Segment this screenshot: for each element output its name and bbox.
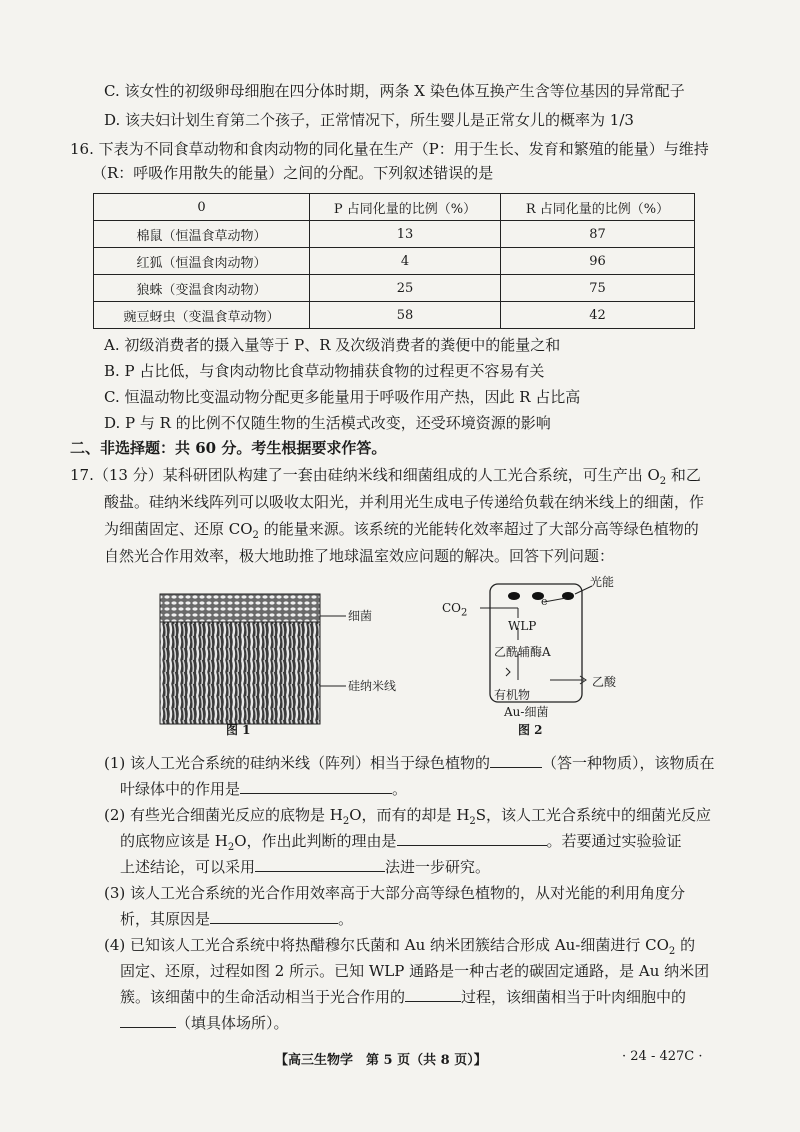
q17-part4-line1: (4) 已知该人工光合系统中将热醋穆尔氏菌和 Au 纳米团簇结合形成 Au-细菌进行 $CO_2$ 的 xyxy=(104,936,696,957)
q17-text: (1) 该人工光合系统的硅纳米线（阵列）相当于绿色植物的 xyxy=(104,754,491,772)
footer-code: · 24 - 427C · xyxy=(622,1049,703,1064)
answer-blank[interactable] xyxy=(397,831,547,846)
fig2-acetic-label: 乙酸 xyxy=(592,675,617,689)
footer-title: 【高三生物学 第 5 页（共 8 页）】 xyxy=(275,1053,487,1068)
q17-text: 叶绿体中的作用是 xyxy=(120,780,241,798)
table-cell: 96 xyxy=(501,248,695,275)
au-cluster-icon xyxy=(508,592,520,600)
q17-part4-line4 xyxy=(120,1013,289,1033)
q17-text: (2) 有些光合细菌光反应的底物是 H xyxy=(104,806,343,824)
table-cell: 58 xyxy=(310,302,501,329)
q16-stem-line1: 16. 下表为不同食草动物和食肉动物的同化量在生产（P：用于生长、发育和繁殖的能量）与维持 xyxy=(70,140,709,158)
table-cell: 13 xyxy=(310,221,501,248)
table-cell: 棉鼠（恒温食草动物） xyxy=(94,221,310,248)
fig2-caption: 图 2 xyxy=(518,723,543,737)
fig2-co2-label: $CO_2$ xyxy=(442,601,468,619)
fig1-label-bacteria: 细菌 xyxy=(348,609,373,623)
fig2-acetylcoa-label: 乙酰辅酶A xyxy=(494,645,551,659)
answer-blank[interactable] xyxy=(490,753,542,768)
table-header-row xyxy=(94,194,695,221)
bacteria-layer xyxy=(160,594,320,622)
table-cell: 豌豆蚜虫（变温食草动物） xyxy=(94,302,310,329)
q17-stem-text: 和乙 xyxy=(666,466,701,484)
table-cell: 4 xyxy=(310,248,501,275)
q17-part1-line2 xyxy=(120,779,407,799)
q17-part2-line2: 的底物应该是 $H_2O$，作出此判断的理由是 。若要通过实验验证 xyxy=(120,832,682,853)
q17-text: (4) 已知该人工光合系统中将热醋穆尔氏菌和 Au 纳米团簇结合形成 Au-细菌进行 CO xyxy=(104,936,669,954)
q17-part2-line1: (2) 有些光合细菌光反应的底物是 $H_2O$，而有的却是 $H_2S$，该人工光合系统中的细菌光反应 xyxy=(104,806,712,827)
q17-text: 的 xyxy=(675,936,696,954)
fig2-co2-text: CO xyxy=(442,601,462,615)
fig2-organic-label: 有机物 xyxy=(494,688,531,702)
q15-option-c: C. 该女性的初级卵母细胞在四分体时期，两条 X 染色体互换产生含等位基因的异常配子 xyxy=(104,82,685,100)
q17-stem-line3: 为细菌固定、还原 $CO_2$ 的能量来源。该系统的光能转化效率超过了大部分高等绿色植物的 xyxy=(104,520,699,541)
q15-option-d: D. 该夫妇计划生育第二个孩子，正常情况下，所生婴儿是正常女儿的概率为 1/3 xyxy=(104,111,634,129)
q17-text: 。 xyxy=(392,780,408,798)
q17-text: S，该人工光合系统中的细菌光反应 xyxy=(475,806,712,824)
q16-option-d: D. P 与 R 的比例不仅随生物的生活模式改变，还受环境资源的影响 xyxy=(104,414,551,432)
answer-blank[interactable] xyxy=(255,857,385,872)
table-cell: 75 xyxy=(501,275,695,302)
q17-text: 上述结论，可以采用 xyxy=(120,858,256,876)
table-row xyxy=(94,302,695,329)
q17-text: （填具体场所）。 xyxy=(176,1014,289,1032)
table-header: R 占同化量的比例（%） xyxy=(501,194,695,221)
q16-stem-line2: （R：呼吸作用散失的能量）之间的分配。下列叙述错误的是 xyxy=(92,164,494,182)
fig1-label-nanowire: 硅纳米线 xyxy=(348,679,397,693)
q17-part4-line2: 固定、还原，过程如图 2 所示。已知 WLP 通路是一种古老的碳固定通路，是 Au 纳米团 xyxy=(120,962,710,980)
q17-part3-line2 xyxy=(120,909,353,929)
q16-option-a: A. 初级消费者的摄入量等于 P、R 及次级消费者的粪便中的能量之和 xyxy=(104,336,561,354)
table-cell: 红狐（恒温食肉动物） xyxy=(94,248,310,275)
table-header: P 占同化量的比例（%） xyxy=(310,194,501,221)
q17-text: 。 xyxy=(338,910,354,928)
answer-blank[interactable] xyxy=(240,779,392,794)
answer-blank[interactable] xyxy=(120,1013,176,1028)
q17-stem-line2: 酸盐。硅纳米线阵列可以吸收太阳光，并利用光生成电子传递给负载在纳米线上的细菌，作 xyxy=(104,493,705,511)
q17-text: 的底物应该是 H xyxy=(120,832,228,850)
q17-text: O，而有的却是 H xyxy=(349,806,470,824)
q17-text: 析，其原因是 xyxy=(120,910,211,928)
q17-text: 法进一步研究。 xyxy=(385,858,491,876)
q17-stem-line4: 自然光合作用效率，极大地助推了地球温室效应问题的解决。回答下列问题： xyxy=(104,547,615,565)
table-row xyxy=(94,248,695,275)
table-cell: 25 xyxy=(310,275,501,302)
fig2-cell-label: Au-细菌 xyxy=(504,705,549,719)
table-cell: 狼蛛（变温食肉动物） xyxy=(94,275,310,302)
table-header: 0 xyxy=(94,194,310,221)
q17-stem-text: 17.（13 分）某科研团队构建了一套由硅纳米线和细菌组成的人工光合系统，可生产出 O xyxy=(70,466,660,484)
fig1-caption: 图 1 xyxy=(226,723,251,737)
q17-text: 簇。该细菌中的生命活动相当于光合作用的 xyxy=(120,988,406,1006)
q17-text: （答一种物质），该物质在 xyxy=(542,754,715,772)
q16-option-c: C. 恒温动物比变温动物分配更多能量用于呼吸作用产热，因此 R 占比高 xyxy=(104,388,581,406)
table-cell: 87 xyxy=(501,221,695,248)
answer-blank[interactable] xyxy=(210,909,338,924)
q17-text: 。若要通过实验验证 xyxy=(546,832,682,850)
q17-stem-text: 的能量来源。该系统的光能转化效率超过了大部分高等绿色植物的 xyxy=(258,520,699,538)
section-2-heading: 二、非选择题：共 60 分。考生根据要求作答。 xyxy=(70,439,387,457)
q17-part4-line3 xyxy=(120,987,686,1007)
answer-blank[interactable] xyxy=(405,987,461,1002)
q17-stem-text: 为细菌固定、还原 CO xyxy=(104,520,253,538)
table-row xyxy=(94,221,695,248)
fig2-light-label: 光能 xyxy=(590,575,615,589)
q17-stem-line1: 17.（13 分）某科研团队构建了一套由硅纳米线和细菌组成的人工光合系统，可生产出 $O_2$ 和乙 xyxy=(70,466,701,487)
q16-option-b: B. P 占比低，与食肉动物比食草动物捕获食物的过程更不容易有关 xyxy=(104,362,545,380)
fig2-electron-label: e xyxy=(541,595,548,608)
q17-text: O，作出此判断的理由是 xyxy=(234,832,397,850)
table-row xyxy=(94,275,695,302)
table-cell: 42 xyxy=(501,302,695,329)
fig2-wlp-label: WLP xyxy=(508,619,537,633)
q17-part3-line1: (3) 该人工光合系统的光合作用效率高于大部分高等绿色植物的，从对光能的利用角度分 xyxy=(104,884,686,902)
q17-text: 过程，该细菌相当于叶肉细胞中的 xyxy=(461,988,687,1006)
q17-part1-line1 xyxy=(104,753,715,773)
energy-table xyxy=(93,193,695,329)
q17-part2-line3 xyxy=(120,857,490,877)
